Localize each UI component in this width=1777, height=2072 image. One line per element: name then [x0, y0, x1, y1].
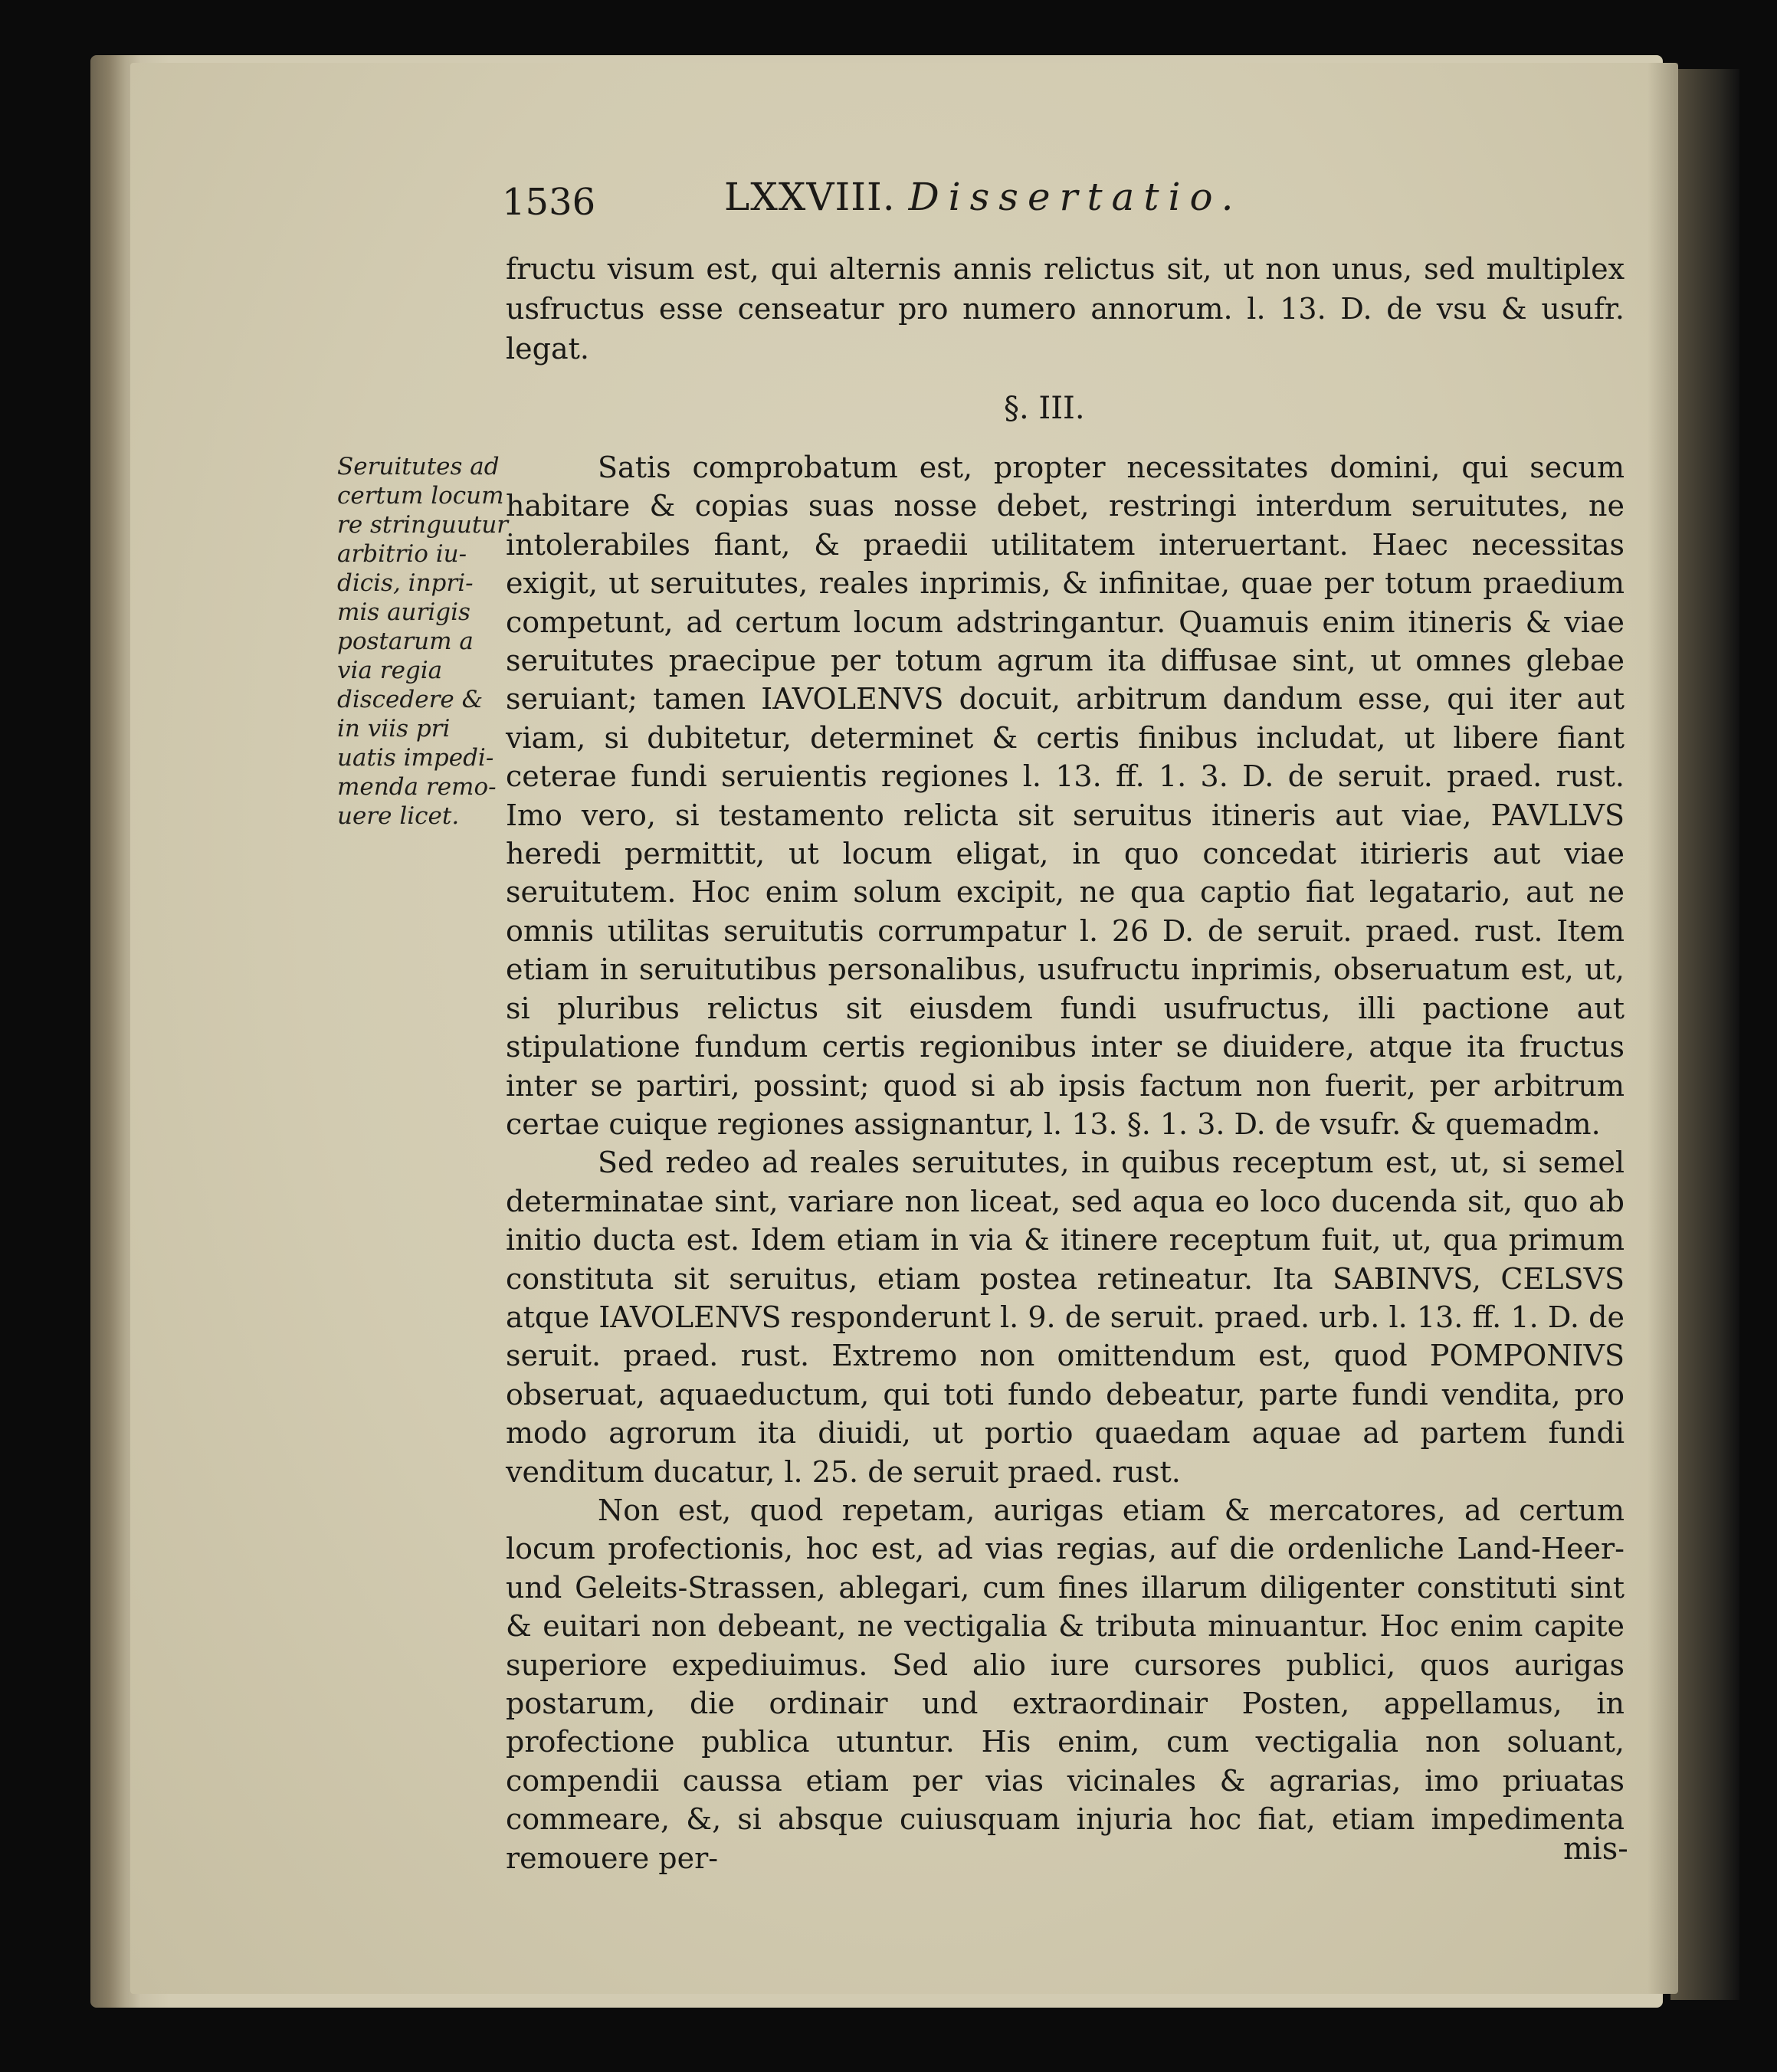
body-text [506, 448, 1625, 1877]
page-number: 1536 [502, 181, 596, 224]
continuation-text: fructu visum est, qui alternis annis relictus sit, ut non unus, sed multiplex usfructus esse censeatur pro numero annorum. l. 13. D. de vsu & usufr. legat. [506, 252, 1625, 366]
title-word: Dissertatio. [908, 175, 1243, 219]
running-header [502, 175, 1575, 244]
margin-note: Seruitutes ad certum locum re stringuutur arbitrio iu-dicis, inpri-mis aurigis postarum a via regia discedere & in viis pri uatis impedi-menda remo-uere licet. [337, 453, 509, 830]
paragraph: Non est, quod repetam, aurigas etiam & mercatores, ad certum locum profectionis, hoc est, ad vias regias, auf die ordenliche Land-Heer-und Geleits-Strassen, ablegari, cum fines illarum diligenter constituti sint & euitari non debeant, ne vectigalia & tributa minuantur. Hoc enim capite superiore expediuimus. Sed alio iure cursores publici, quos aurigas postarum, die ordinair und extraordinair Posten, appellamus, in profectione publica utuntur. His enim, cum vectigalia non soluant, compendii caussa etiam per vias vicinales & agrarias, imo priuatas commeare, &, si absque cuiusquam injuria hoc fiat, etiam impedimenta remouere per- [506, 1493, 1625, 1875]
paragraph: Sed redeo ad reales seruitutes, in quibus receptum est, ut, si semel determinatae sint, variare non liceat, sed aqua eo loco ducenda sit, quo ab initio ducta est. Idem etiam in via & itinere receptum fuit, ut, qua primum constituta sit seruitus, etiam postea retineatur. Ita SABINVS, CELSVS atque IAVOLENVS responderunt l. 9. de seruit. praed. urb. l. 13. ff. 1. D. de seruit. praed. rust. Extremo non omittendum est, quod POMPONIVS obseruat, aquaeductum, qui toti fundo debeatur, parte fundi vendita, pro modo agrorum ita diuidi, ut portio quaedam aquae ad partem fundi venditum ducatur, l. 25. de seruit praed. rust. [506, 1146, 1625, 1489]
title-roman: LXXVIII. [724, 175, 896, 219]
page-title [724, 175, 1243, 219]
section-heading: §. III. [1004, 391, 1085, 426]
page-edge [1670, 69, 1739, 2000]
catchword: mis- [1563, 1831, 1628, 1867]
spine-shadow [1647, 63, 1678, 1994]
paragraph: Satis comprobatum est, propter necessitates domini, qui secum habitare & copias suas nosse debet, restringi interdum seruitutes, ne intolerabiles fiant, & praedii utilitatem interuertant. Haec necessitas exigit, ut seruitutes, reales inprimis, & infinitae, quae per totum praedium competunt, ad certum locum adstringantur. Quamuis enim itineris & viae seruitutes praecipue per totum agrum ita diffusae sint, ut omnes glebae seruiant; tamen IAVOLENVS docuit, arbitrum dandum esse, qui iter aut viam, si dubitetur, determinet & certis finibus includat, ut libere fiant ceterae fundi seruientis regiones l. 13. ff. 1. 3. D. de seruit. praed. rust. Imo vero, si testamento relicta sit seruitus itineris aut viae, PAVLLVS heredi permittit, ut locum eligat, in quo concedat itirieris aut viae seruitutem. Hoc enim solum excipit, ne qua captio fiat legatario, aut ne omnis utilitas seruitutis corrumpatur l. 26 D. de seruit. praed. rust. Item etiam in seruitutibus personalibus, usufructu inprimis, obseruatum est, ut, si pluribus relictus sit eiusdem fundi usufructus, illi pactione aut stipulatione fundum certis regionibus inter se diuidere, atque ita fructus inter se partiri, possint; quod si ab ipsis factum non fuerit, per arbitrum certae cuique regiones assignantur, l. 13. §. 1. 3. D. de vsufr. & quemadm. [506, 451, 1625, 1141]
